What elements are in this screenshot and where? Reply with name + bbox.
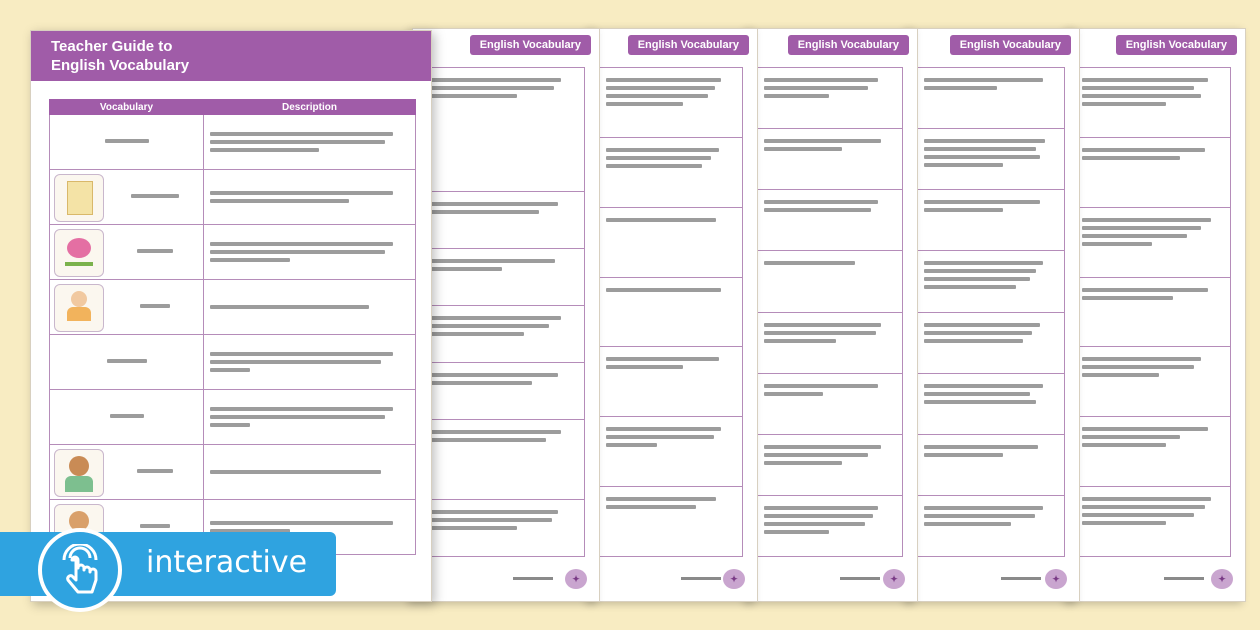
table-row [50,335,416,390]
brand-logo-icon: ✦ [1211,569,1233,589]
column-header-vocabulary: Vocabulary [50,100,204,115]
page-tag: English Vocabulary [628,35,749,55]
touch-hand-icon [38,528,122,612]
page-tag: English Vocabulary [950,35,1071,55]
page-header [31,31,431,81]
guide-page-2 [412,28,600,602]
guide-page-5 [908,28,1080,602]
guide-page-4 [748,28,918,602]
vocabulary-table [49,99,416,555]
interactive-badge[interactable] [0,532,336,596]
page-tag: English Vocabulary [470,35,591,55]
page-title-line2: English Vocabulary [51,57,190,74]
guide-page-6 [1068,28,1246,602]
brand-logo-icon: ✦ [723,569,745,589]
audience-thumbnail-icon [54,449,104,497]
table-row [50,225,416,280]
table-row [50,390,416,445]
page-tag: English Vocabulary [1116,35,1237,55]
brand-logo-icon: ✦ [1045,569,1067,589]
table-row [50,280,416,335]
guide-page-3 [590,28,758,602]
flower-thumbnail-icon [54,229,104,277]
page-title-line1: Teacher Guide to [51,38,173,55]
table-row [50,115,416,170]
column-header-description: Description [204,100,416,115]
brand-logo-icon: ✦ [883,569,905,589]
person-thumbnail-icon [54,284,104,332]
table-row [50,170,416,225]
brand-logo-icon: ✦ [565,569,587,589]
page-tag: English Vocabulary [788,35,909,55]
table-row [50,445,416,500]
guide-front-page [30,30,432,602]
poem-thumbnail-icon [54,174,104,222]
interactive-label: interactive [146,545,308,580]
